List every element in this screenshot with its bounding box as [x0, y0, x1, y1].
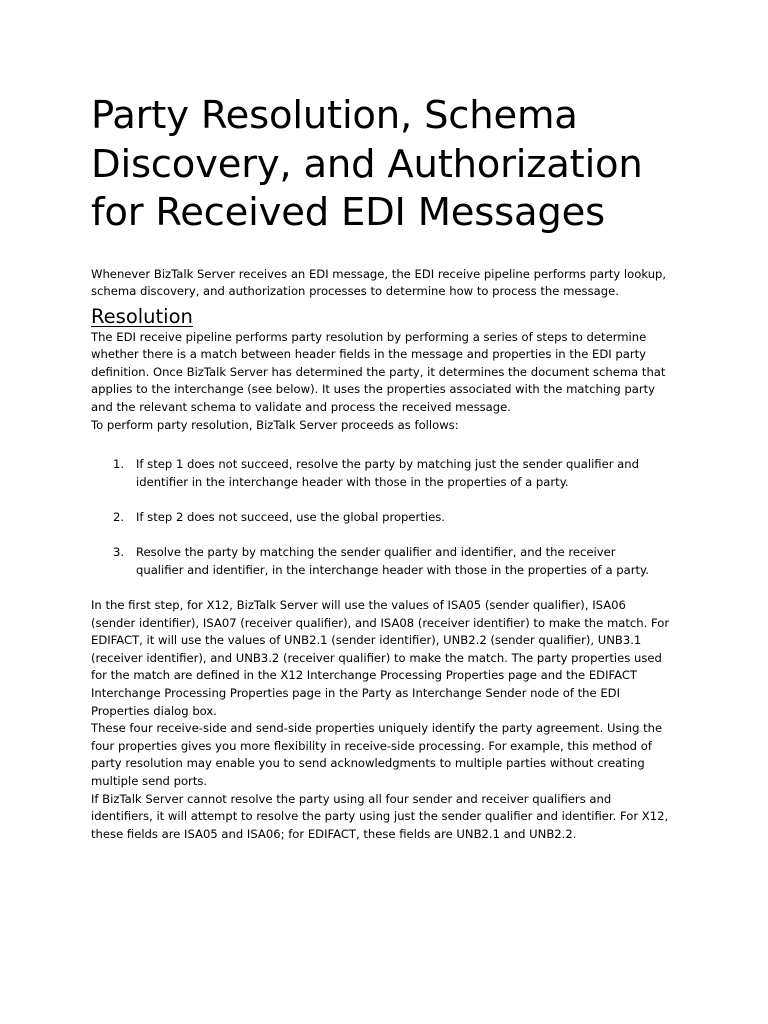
resolution-paragraph: The EDI receive pipeline performs party resolution by performing a series of steps to determine whether there is a match between header fields in the message and properties in the EDI party definition. Once BizTalk Server has determined the party, it determines the document schema that applies to the interchange (see below). It uses the properties associated with the matching party and the relevant schema to validate and process the received message.	[91, 329, 666, 415]
steps-list	[91, 456, 691, 579]
document-title: Party Resolution, Schema Discovery, and Authorization for Received EDI Messages	[91, 93, 643, 235]
list-item-text: If step 2 does not succeed, use the global properties.	[136, 510, 445, 525]
four-properties-paragraph: These four receive-side and send-side properties uniquely identify the party agreement. Using the four properties gives you more flexibility in receive-side processing. For example, this method of party resolution may enable you to send acknowledgments to multiple parties without creating multiple send ports.	[91, 721, 663, 788]
document-page	[91, 92, 691, 843]
list-item-text: If step 1 does not succeed, resolve the party by matching just the sender qualifier and identifier in the interchange header with those in the properties of a party.	[136, 457, 639, 489]
cannot-resolve-paragraph: If BizTalk Server cannot resolve the party using all four sender and receiver qualifiers and identifiers, it will attempt to resolve the party using just the sender qualifier and identifier. For X12, these fields are ISA05 and ISA06; for EDIFACT, these fields are UNB2.1 and UNB2.2.	[91, 791, 669, 841]
list-item-number: 2.	[113, 510, 125, 525]
intro-paragraph: Whenever BizTalk Server receives an EDI message, the EDI receive pipeline performs party lookup, schema discovery, and authorization processes to determine how to process the message.	[91, 266, 667, 299]
list-item	[91, 456, 656, 491]
list-item-number: 3.	[113, 545, 125, 560]
first-step-paragraph: In the first step, for X12, BizTalk Server will use the values of ISA05 (sender qualifier), ISA06 (sender identifier), ISA07 (receiver qualifier), and ISA08 (receiver identifier) to make the match. For EDIFACT, it will use the values of UNB2.1 (sender identifier), UNB2.2 (sender qualifier), UNB3.1 (receiver identifier), and UNB3.2 (receiver qualifier) to make the match. The party properties used for the match are defined in the X12 Interchange Processing Properties page and the EDIFACT Interchange Processing Properties page in the Party as Interchange Sender node of the EDI Properties dialog box.	[91, 598, 670, 718]
list-item-number: 1.	[113, 457, 125, 472]
list-item	[91, 544, 656, 579]
list-item	[91, 509, 656, 527]
resolution-heading: Resolution	[91, 304, 193, 328]
proceeds-paragraph: To perform party resolution, BizTalk Server proceeds as follows:	[91, 417, 459, 432]
list-item-text: Resolve the party by matching the sender qualifier and identifier, and the receiver qualifier and identifier, in the interchange header with those in the properties of a party.	[136, 545, 649, 577]
